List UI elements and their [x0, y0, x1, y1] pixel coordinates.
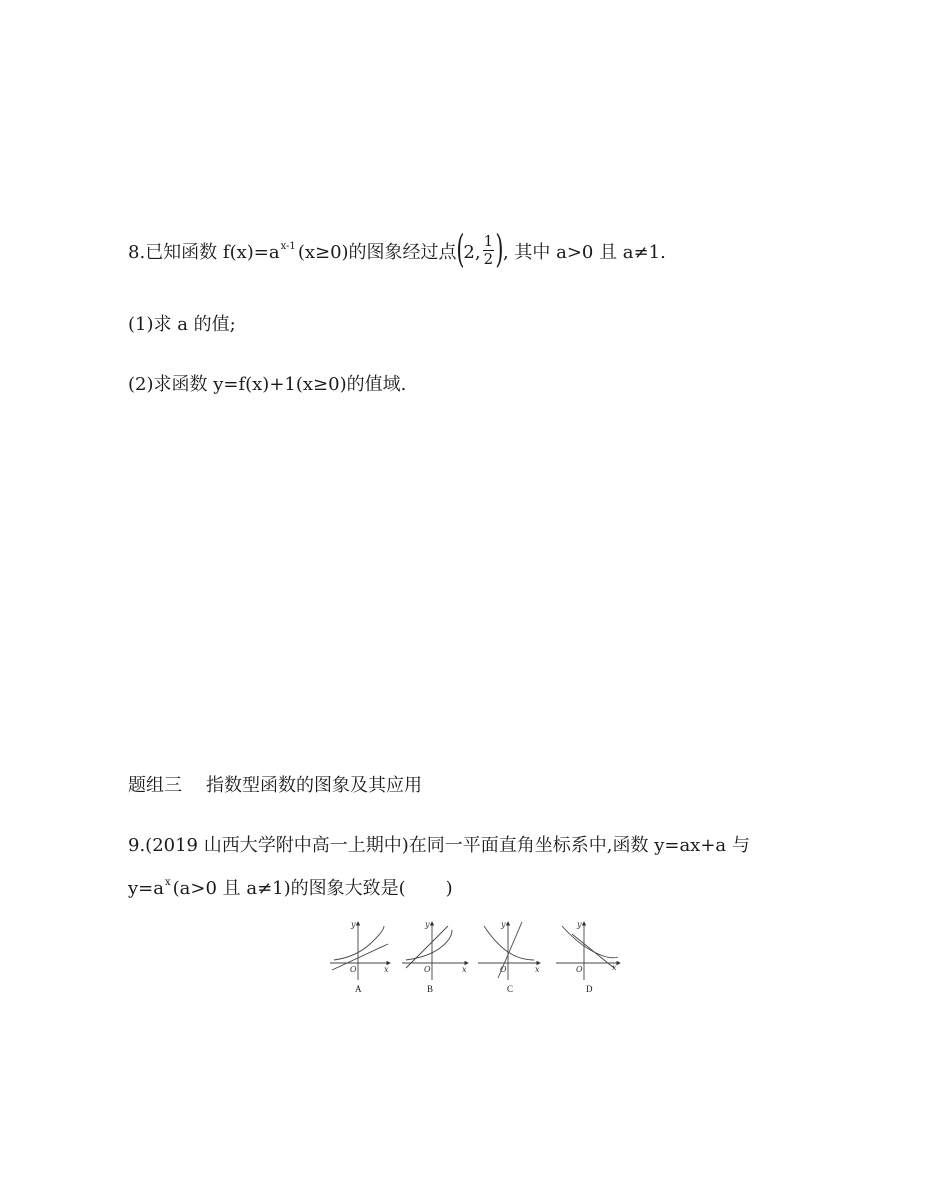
graph-a [330, 922, 390, 980]
option-label-d: D [586, 984, 593, 994]
graph-c-y-label: y [501, 920, 506, 929]
left-paren: ( [455, 227, 465, 271]
q8-part1: (1)求 a 的值; [128, 314, 236, 335]
q9-exponent: x [164, 877, 171, 888]
q8-stem [128, 227, 666, 272]
graph-b-x-label: x [462, 965, 467, 974]
graph-a-x-label: x [384, 965, 389, 974]
section-heading [128, 774, 422, 798]
option-graphs-svg [322, 914, 627, 984]
graph-c [478, 922, 540, 980]
section-group: 题组三 [128, 775, 182, 796]
graph-d-origin: O [576, 965, 583, 974]
option-label-a: A [355, 984, 362, 994]
graph-b-y-label: y [425, 920, 430, 929]
q8-fraction-numerator: 1 [483, 231, 494, 250]
graph-b [402, 922, 468, 980]
option-label-c: C [507, 984, 514, 994]
option-label-b: B [427, 984, 434, 994]
q8-stem-b: (x≥0)的图象经过点 [297, 242, 457, 263]
q9-line2-b: (a>0 且 a≠1)的图象大致是( [172, 878, 406, 899]
q8-part2: (2)求函数 y=f(x)+1(x≥0)的值域. [128, 374, 407, 395]
q9-line2 [128, 877, 453, 904]
option-graphs [322, 914, 627, 1004]
graph-d-x-label: x [612, 963, 617, 972]
q8-fraction [483, 233, 495, 268]
q8-fraction-denominator: 2 [483, 249, 494, 268]
q8-exponent: x-1 [280, 241, 296, 252]
graph-d [556, 922, 620, 980]
q8-number: 8. [128, 242, 146, 263]
graph-b-origin: O [424, 965, 431, 974]
graph-d-y-label: y [577, 920, 582, 929]
graph-a-origin: O [350, 965, 357, 974]
graph-c-x-label: x [535, 965, 540, 974]
q8-stem-c: , 其中 a>0 且 a≠1. [502, 242, 666, 263]
q8-point-x: 2, [463, 242, 481, 263]
right-paren: ) [495, 227, 504, 271]
q9-line2-a: y=a [128, 878, 164, 899]
graph-a-y-label: y [351, 920, 356, 929]
section-title: 指数型函数的图象及其应用 [206, 775, 422, 796]
q8-stem-a: 已知函数 f(x)=a [145, 242, 280, 263]
graph-c-origin: O [500, 965, 507, 974]
q9-line2-c: ) [445, 878, 453, 899]
q9-line1: 9.(2019 山西大学附中高一上期中)在同一平面直角坐标系中,函数 y=ax+a 与 [128, 835, 750, 856]
